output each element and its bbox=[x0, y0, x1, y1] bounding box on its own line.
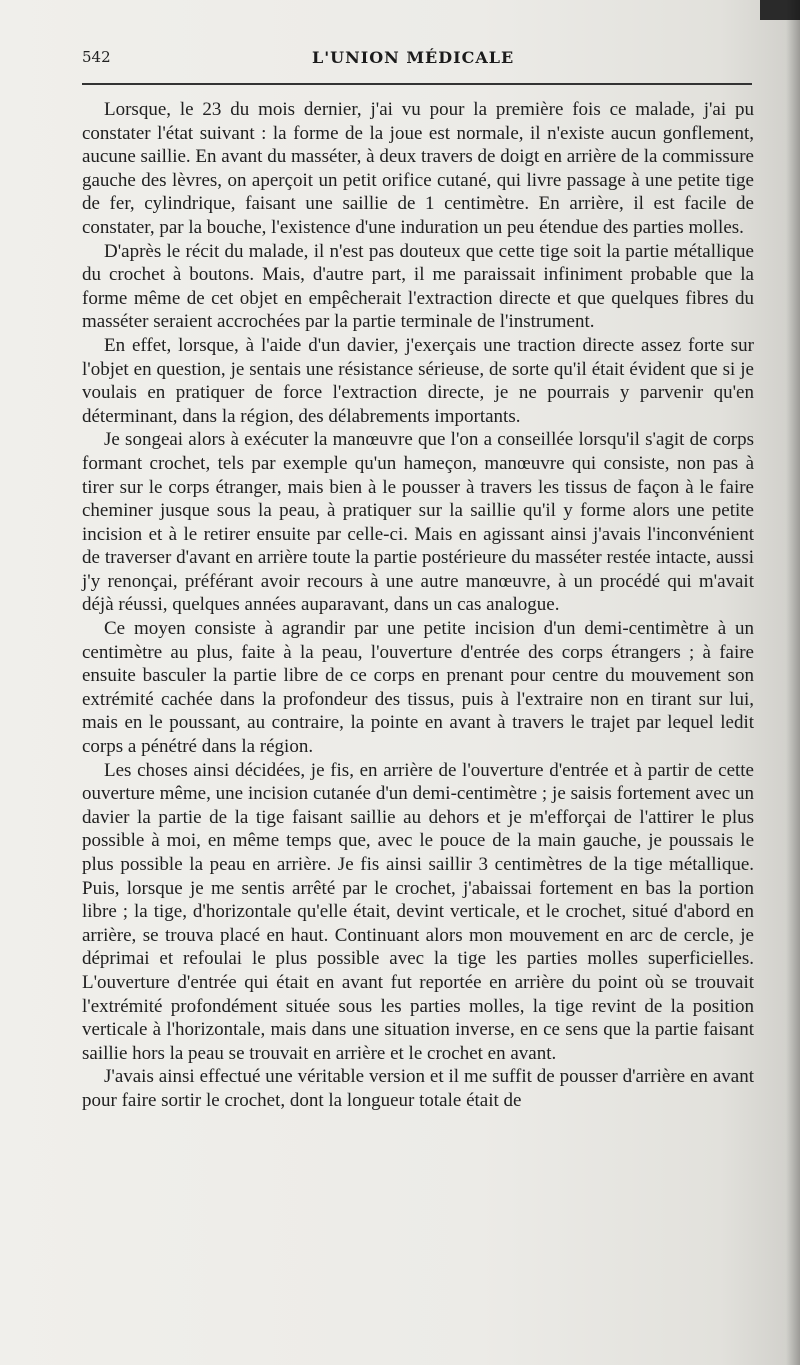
paragraph-5: Ce moyen consiste à agrandir par une petite incision d'un demi-centimètre à un centimètre au plus, faite à la peau, l'ouverture d'entrée des corps étrangers ; à faire ensuite basculer la partie libre de ce corps en prenant pour centre du mouvement son extrémité cachée dans la profondeur des tissus, puis à l'extraire non en tirant sur lui, mais en le poussant, au contraire, la pointe en avant à travers le trajet par lequel ledit corps a pénétré dans la région. bbox=[82, 618, 754, 758]
paragraph-7: J'avais ainsi effectué une véritable version et il me suffit de pousser d'arrière en avant pour faire sortir le crochet, dont la longueur totale était de bbox=[82, 1066, 754, 1111]
header-rule bbox=[82, 83, 752, 85]
page-number: 542 bbox=[82, 48, 111, 66]
running-title: L'UNION MÉDICALE bbox=[312, 48, 515, 67]
paragraph-6: Les choses ainsi décidées, je fis, en arrière de l'ouverture d'entrée et à partir de cette ouverture même, une incision cutanée d'un demi-centimètre ; je saisis fortement avec un davier la partie de la tige faisant saillie au dehors et je m'efforçai de l'attirer le plus possible à moi, en même temps que, avec le pouce de la main gauche, je poussais le plus possible la peau en arrière. Je fis ainsi saillir 3 centimètres de la tige métallique. Puis, lorsque je me sentis arrêté par le crochet, j'abaissai fortement en bas la portion libre ; la tige, d'horizontale qu'elle était, devint verticale, et le crochet, situé d'abord en arrière, se trouva placé en haut. Continuant alors mon mouvement en arc de cercle, je déprimai et refoulai le plus possible avec la tige les parties molles superficielles. L'ouverture d'entrée qui était en avant fut reportée en arrière du point où se trouvait l'extrémité profondément située sous les parties molles, la tige revint de la position verticale à l'horizontale, mais dans une situation inverse, en ce sens que la partie faisant saillie hors la peau se trouvait en arrière et le crochet en avant. bbox=[82, 759, 754, 1064]
paragraph-2: D'après le récit du malade, il n'est pas douteux que cette tige soit la partie métallique du crochet à boutons. Mais, d'autre part, il me paraissait infiniment probable que la forme même de cet objet en empêcherait l'extraction directe et que quelques fibres du masséter seraient accrochées par la partie terminale de l'instrument. bbox=[82, 240, 754, 333]
paragraph-3: En effet, lorsque, à l'aide d'un davier, j'exerçais une traction directe assez forte sur l'objet en question, je sentais une résistance sérieuse, de sorte qu'il était évident que si je voulais en pratiquer de force l'extraction directe, je ne pourrais y parvenir qu'en déterminant, dans la région, des délabrements importants. bbox=[82, 334, 754, 427]
article-body bbox=[82, 98, 754, 1113]
paragraph-1: Lorsque, le 23 du mois dernier, j'ai vu pour la première fois ce malade, j'ai pu constater l'état suivant : la forme de la joue est normale, il n'existe aucun gonflement, aucune saillie. En avant du masséter, à deux travers de doigt en arrière de la commissure gauche des lèvres, on aperçoit un petit orifice cutané, qui livre passage à une petite tige de fer, cylindrique, faisant une saillie de 1 centimètre. En arrière, il est facile de constater, par la bouche, l'existence d'une induration un peu étendue des parties molles. bbox=[82, 99, 754, 238]
page-edge-shadow bbox=[786, 0, 800, 1365]
paragraph-4: Je songeai alors à exécuter la manœuvre que l'on a conseillée lorsqu'il s'agit de corps formant crochet, tels par exemple qu'un hameçon, manœuvre qui consiste, non pas à tirer sur le corps étranger, mais bien à le pousser à travers les tissus de façon à le faire cheminer jusque sous la peau, à pratiquer sur la saillie qu'il y forme alors une petite incision et à le retirer ensuite par celle-ci. Mais en agissant ainsi j'avais l'inconvénient de traverser d'avant en arrière toute la partie postérieure du masséter restée intacte, aussi j'y renonçai, préférant avoir recours à une autre manœuvre, à un procédé qui m'avait déjà réussi, quelques années auparavant, dans un cas analogue. bbox=[82, 429, 754, 616]
page-header bbox=[82, 48, 752, 78]
